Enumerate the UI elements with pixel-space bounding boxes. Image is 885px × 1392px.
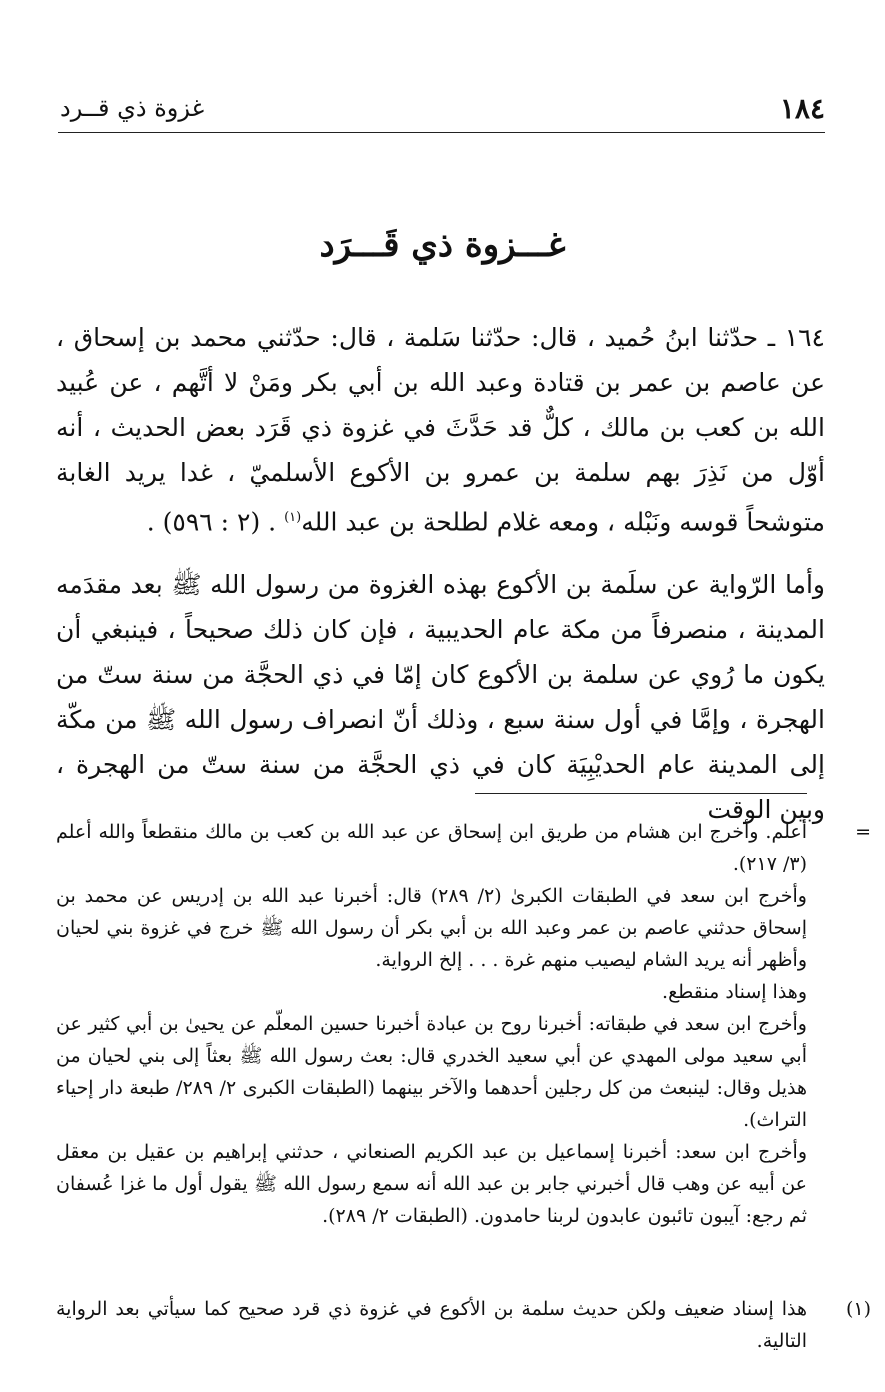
footnote-paragraph: وهذا إسناد منقطع. (662, 981, 807, 1003)
footnote-rule (475, 793, 807, 794)
paragraph-1-citation: . (٢ : ٥٩٦) . (146, 507, 277, 537)
footnote-1-marker: (١) (845, 1298, 871, 1320)
footnote-paragraph: وأخرج ابن سعد في طبقاته: أخبرنا روح بن عبادة أخبرنا حسين المعلّم عن يحيىٰ بن أبي كثير عن أبي سعيد مولى المهدي عن أبي سعيد الخدري قال: بعث رسول الله ﷺ بعثاً إلى بني لحيان من هذيل وقال: لينبعث من كل رجلين أحدهما والآخر بينهما (الطبقات الكبرى ٢/ ٢٨٩/ طبعة دار إحياء التراث). (56, 1013, 808, 1131)
footnote-ref-1: (١) (284, 510, 302, 525)
footnote-1-text: هذا إسناد ضعيف ولكن حديث سلمة بن الأكوع في غزوة ذي قرد صحيح كما سيأتي بعد الرواية التالية. (56, 1298, 807, 1352)
footnote-continuation (56, 816, 871, 1232)
continuation-marker: = (855, 821, 871, 843)
footnote-1 (56, 1293, 871, 1357)
body-paragraph-1 (56, 315, 825, 544)
paragraph-1-text: ١٦٤ ـ حدّثنا ابنُ حُميد ، قال: حدّثنا سَلمة ، قال: حدّثني محمد بن إسحاق ، عن عاصم بن عمر بن قتادة وعبد الله بن أبي بكر ومَنْ لا أتَّهم ، عن عُبيد الله بن كعب بن مالك ، كلٌّ قد حَدَّثَ في غزوة ذي قَرَد بعض الحديث ، أنه أوّل من نَذِرَ بهم سلمة بن عمرو بن الأكوع الأسلميّ ، غدا يريد الغابة متوشحاً قوسه ونَبْله ، ومعه غلام لطلحة بن عبد الله (56, 323, 825, 537)
page-header (60, 88, 825, 128)
header-rule (58, 132, 825, 133)
footnote-paragraph: وأخرج ابن سعد: أخبرنا إسماعيل بن عبد الكريم الصنعاني ، حدثني إبراهيم بن عقيل بن معقل عن أبيه عن وهب قال أخبرني جابر بن عبد الله أنه سمع رسول الله ﷺ يقول أول ما غزا عُسفان ثم رجع: آيبون تائبون عابدون لربنا حامدون. (الطبقات ٢/ ٢٨٩). (56, 1141, 807, 1227)
running-title: غزوة ذي قــرد (60, 94, 205, 122)
chapter-title: غـــزوة ذي قَـــرَد (319, 225, 566, 265)
body-paragraph-2: وأما الرّواية عن سلَمة بن الأكوع بهذه الغزوة من رسول الله ﷺ بعد مقدَمه المدينة ، منصرفاً من مكة عام الحديبية ، فإن كان ذلك صحيحاً ، فينبغي أن يكون ما رُوي عن سلمة بن الأكوع كان إمّا في ذي الحجَّة من سنة ستّ من الهجرة ، وإمَّا في أول سنة سبع ، وذلك أنّ انصراف رسول الله ﷺ من مكّة إلى المدينة عام الحديْبِيَة كان في ذي الحجَّة من سنة ستّ من الهجرة ، وبين الوقت (56, 570, 825, 824)
page-number: ١٨٤ (779, 91, 825, 125)
footnote-paragraph: وأخرج ابن سعد في الطبقات الكبرىٰ (٢/ ٢٨٩) قال: أخبرنا عبد الله بن إدريس عن محمد بن إسحاق حدثني عاصم بن عمر وعبد الله بن أبي بكر أن رسول الله ﷺ خرج في غزوة بني لحيان وأظهر أنه يريد الشام ليصيب منهم غرة . . . إلخ الرواية. (56, 885, 807, 971)
footnote-paragraph: أعلم. وأخرج ابن هشام من طريق ابن إسحاق عن عبد الله بن كعب بن مالك منقطعاً والله أعلم (٣/ ٢١٧). (56, 821, 807, 875)
